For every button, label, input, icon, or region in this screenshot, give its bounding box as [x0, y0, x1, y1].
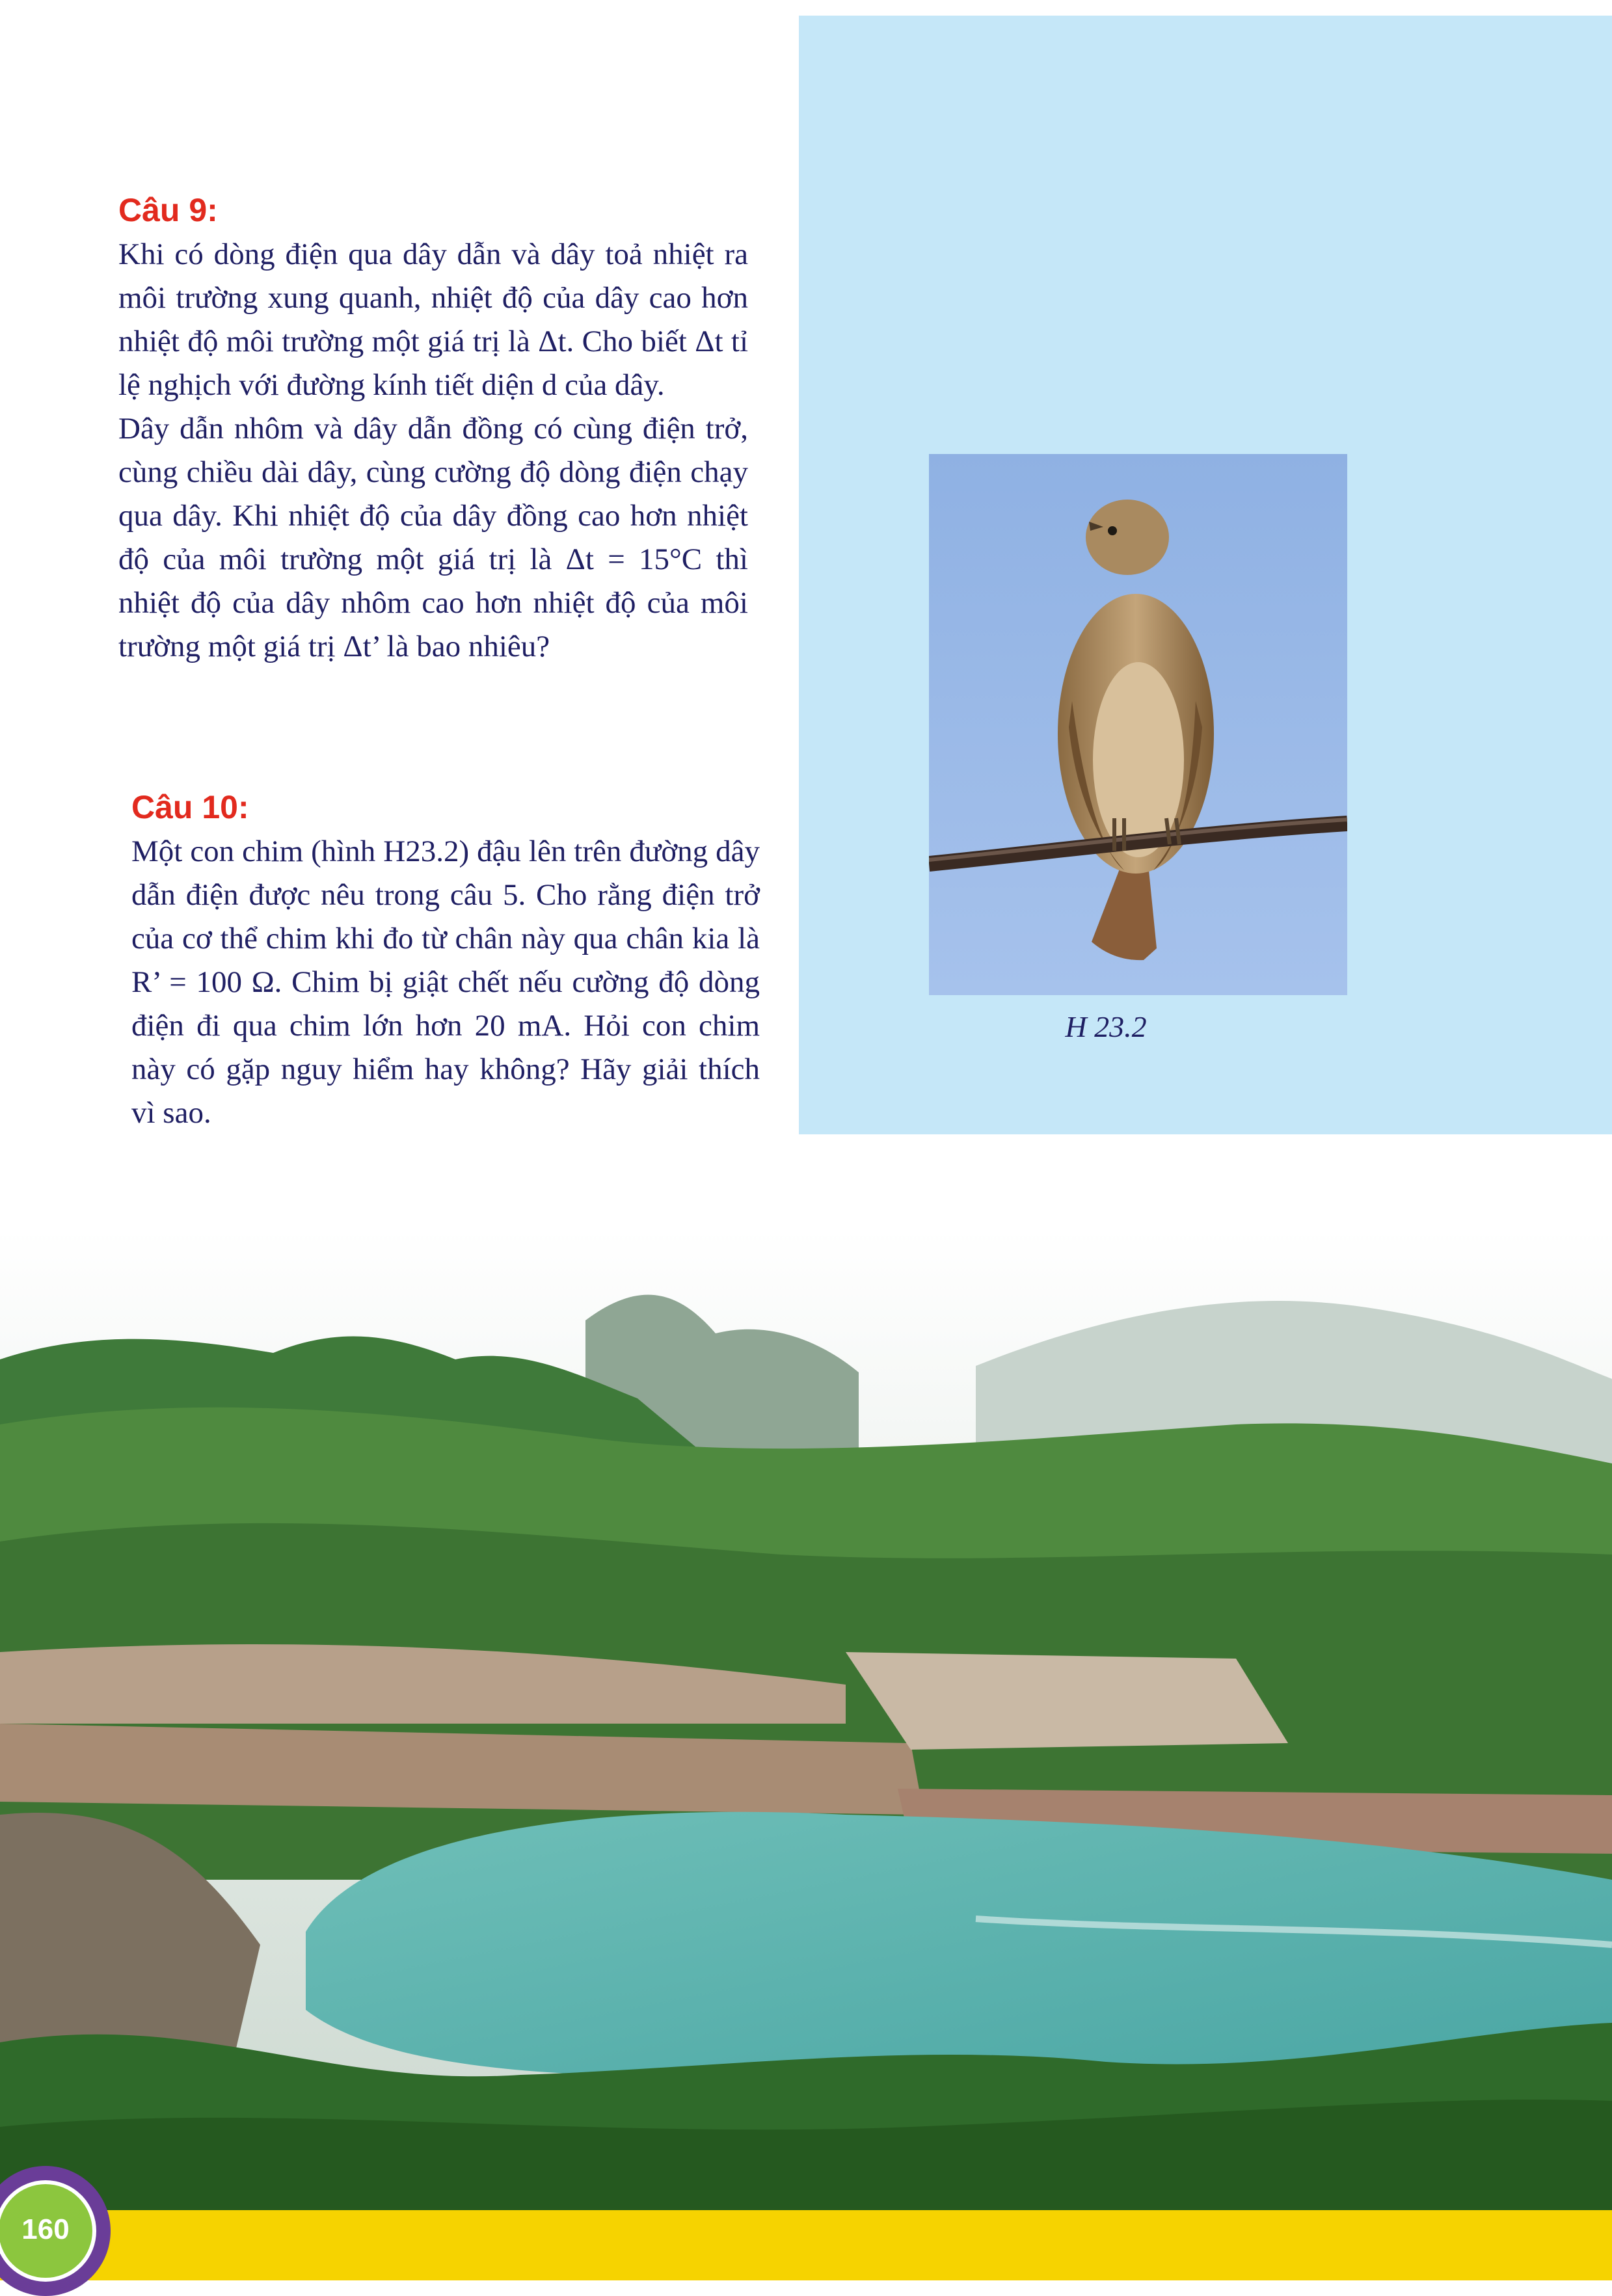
hydropower-dam-photo	[0, 1229, 1612, 2224]
question-9-title: Câu 9:	[118, 192, 218, 228]
page-number: 160	[21, 2213, 70, 2245]
question-10	[131, 784, 760, 1135]
question-10-title: Câu 10:	[131, 789, 249, 825]
question-9-paragraph-1: Khi có dòng điện qua dây dẫn và dây toả nhiệt ra môi trường xung quanh, nhiệt độ của dây cao hơn nhiệt độ môi trường một giá trị là Δt. Cho biết Δt tỉ lệ nghịch với đường kính tiết diện d của dây.	[118, 237, 748, 402]
question-9	[118, 187, 748, 669]
footer-bar	[0, 2210, 1612, 2280]
bird-on-wire-photo	[929, 454, 1347, 995]
figure-caption: H 23.2	[1065, 1010, 1147, 1043]
question-9-paragraph-2: Dây dẫn nhôm và dây dẫn đồng có cùng điện trở, cùng chiều dài dây, cùng cường độ dòng điện chạy qua dây. Khi nhiệt độ của dây đồng cao hơn nhiệt độ của môi trường một giá trị là Δt = 15°C thì nhiệt độ của dây nhôm cao hơn nhiệt độ của môi trường một giá trị Δt’ là bao nhiêu?	[118, 412, 748, 663]
question-10-paragraph: Một con chim (hình H23.2) đậu lên trên đường dây dẫn điện được nêu trong câu 5. Cho rằng điện trở của cơ thể chim khi đo từ chân này qua chân kia là R’ = 100 Ω. Chim bị giật chết nếu cường độ dòng điện đi qua chim lớn hơn 20 mA. Hỏi con chim này có gặp nguy hiểm hay không? Hãy giải thích vì sao.	[131, 834, 760, 1130]
